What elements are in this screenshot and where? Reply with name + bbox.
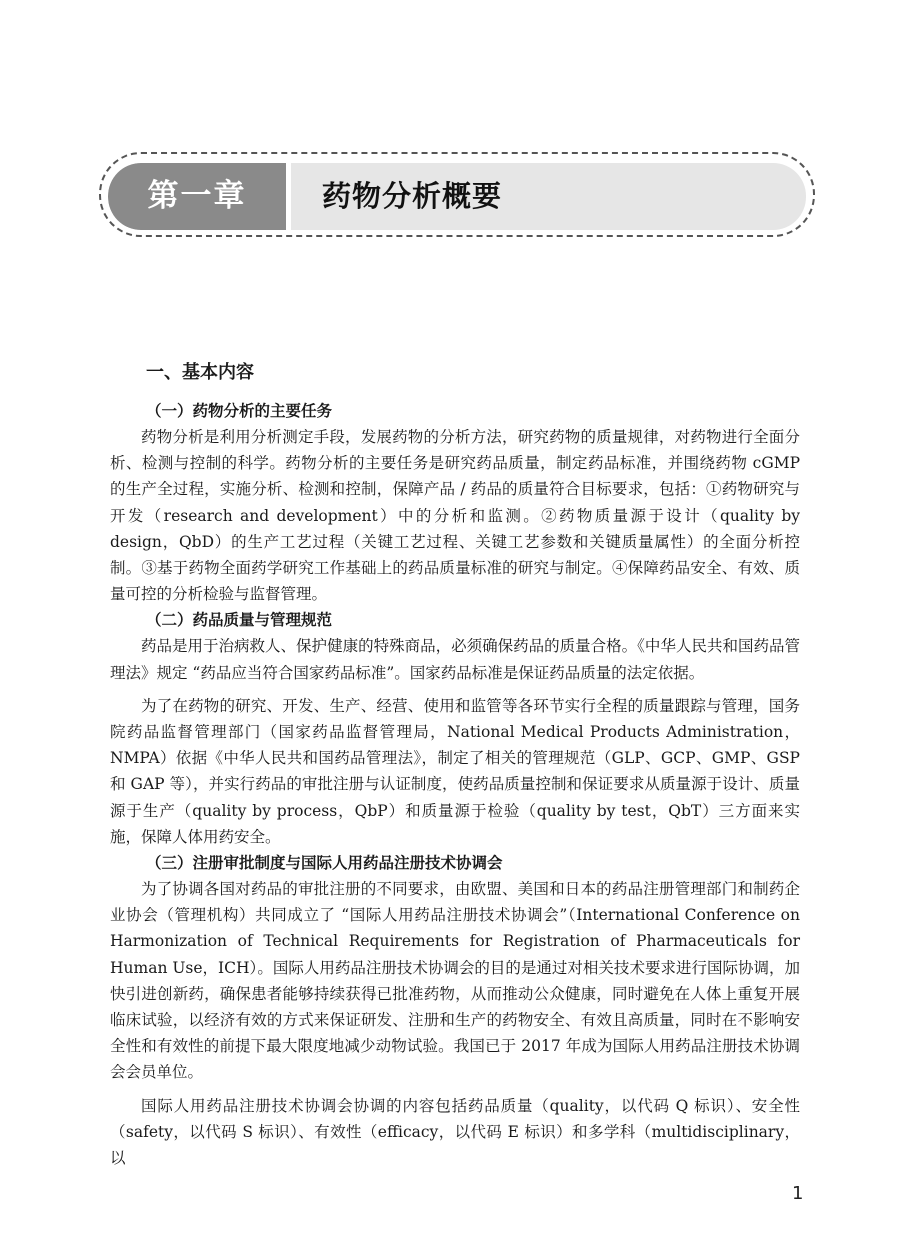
paragraph: 为了协调各国对药品的审批注册的不同要求，由欧盟、美国和日本的药品注册管理部门和制药企业协会（管理机构）共同成立了 “国际人用药品注册技术协调会”（International Conference on Harmonization of Technical Requirements for Registration of Pharmaceuticals for Human Use，ICH）。国际人用药品注册技术协调会的目的是通过对相关技术要求进行国际协调，加快引进创新药，确保患者能够持续获得已批准药物，从而推动公众健康，同时避免在人体上重复开展临床试验，以经济有效的方式来保证研发、注册和生产的药物安全、有效且高质量，同时在不影响安全性和有效性的前提下最大限度地减少动物试验。我国已于 2017 年成为国际人用药品注册技术协调会会员单位。	[110, 880, 800, 1082]
paragraph: 国际人用药品注册技术协调会协调的内容包括药品质量（quality，以代码 Q 标识）、安全性（safety，以代码 S 标识）、有效性（efficacy，以代码 E 标识）和多学科（multidisciplinary，以	[110, 1096, 800, 1168]
chapter-divider	[286, 163, 291, 230]
paragraph: 药品是用于治病救人、保护健康的特殊商品，必须确保药品的质量合格。《中华人民共和国药品管理法》规定 “药品应当符合国家药品标准”。国家药品标准是保证药品质量的法定依据。	[110, 637, 800, 682]
chapter-number: 第一章	[147, 178, 247, 214]
page-number: 1	[792, 1183, 804, 1204]
paragraph: 药物分析是利用分析测定手段，发展药物的分析方法，研究药物的质量规律，对药物进行全面分析、检测与控制的科学。药物分析的主要任务是研究药品质量，制定药品标准，并围绕药物 cGMP 的生产全过程，实施分析、检测和控制，保障产品 / 药品的质量符合目标要求，包括：①药物研究与开发（research and development）中的分析和监测。②药物质量源于设计（quality by design，QbD）的生产工艺过程（关键工艺过程、关键工艺参数和关键质量属性）的全面分析控制。③基于药物全面药学研究工作基础上的药品质量标准的研究与制定。④保障药品安全、有效、质量可控的分析检验与监督管理。	[110, 428, 800, 604]
paragraph: 为了在药物的研究、开发、生产、经营、使用和监管等各环节实行全程的质量跟踪与管理，国务院药品监督管理部门（国家药品监督管理局，National Medical Products Administration，NMPA）依据《中华人民共和国药品管理法》，制定了相关的管理规范（GLP、GCP、GMP、GSP 和 GAP 等），并实行药品的审批注册与认证制度，使药品质量控制和保证要求从质量源于设计、质量源于生产（quality by process，QbP）和质量源于检验（quality by test，QbT）三方面来实施，保障人体用药安全。	[110, 696, 800, 846]
subsection-heading-ich: （三）注册审批制度与国际人用药品注册技术协调会	[146, 854, 503, 873]
subsection-heading-quality: （二）药品质量与管理规范	[146, 611, 333, 630]
subsection-heading-tasks: （一）药物分析的主要任务	[146, 402, 333, 420]
chapter-banner	[108, 163, 806, 230]
page-content	[110, 358, 800, 1171]
chapter-title: 药物分析概要	[322, 179, 503, 213]
section-heading: 一、基本内容	[146, 362, 254, 383]
